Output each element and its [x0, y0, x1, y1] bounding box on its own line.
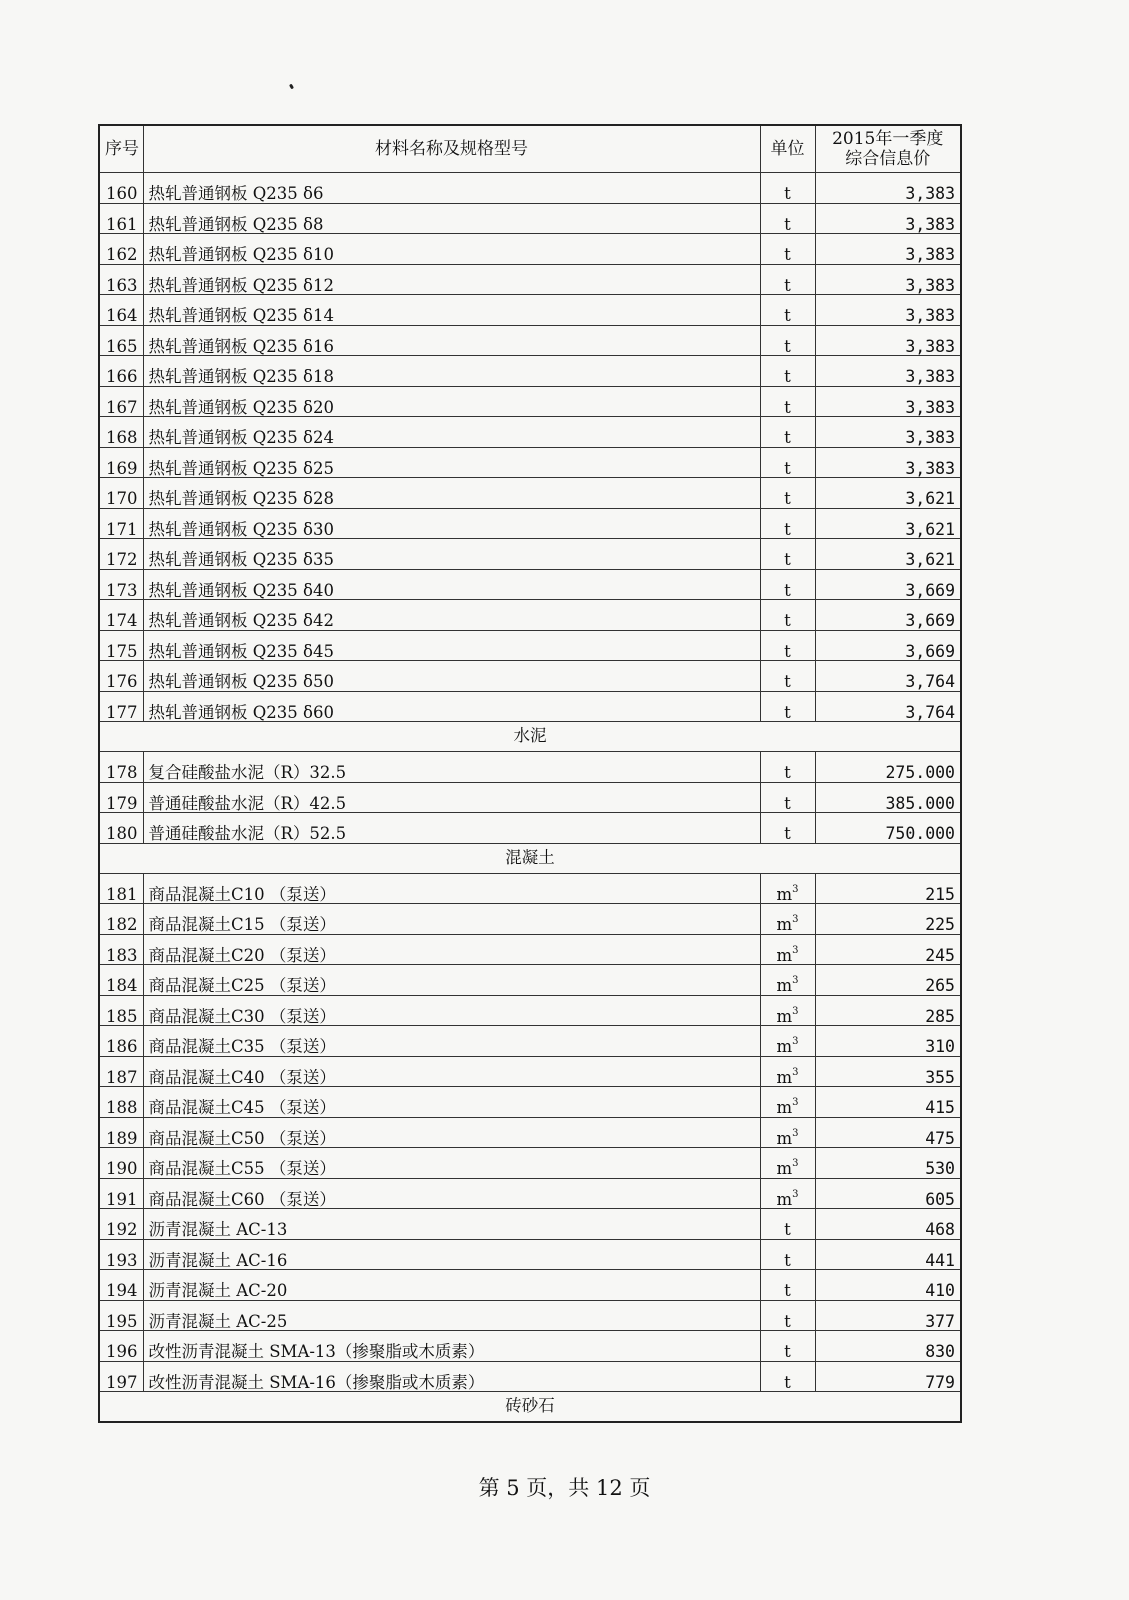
- row-name: 商品混凝土C40 （泵送）: [143, 1056, 760, 1087]
- row-unit: [760, 1026, 815, 1057]
- table-row: [99, 1209, 961, 1240]
- row-seq: 197: [99, 1361, 143, 1392]
- table-row: [99, 661, 961, 692]
- row-seq: 192: [99, 1209, 143, 1240]
- unit-text: t: [784, 793, 791, 813]
- table-row: [99, 782, 961, 813]
- row-price: 441: [815, 1239, 961, 1270]
- row-unit: [760, 1178, 815, 1209]
- row-name: 商品混凝土C15 （泵送）: [143, 904, 760, 935]
- unit-text: t: [784, 184, 791, 203]
- table-row: [99, 1300, 961, 1331]
- row-name: 热轧普通钢板 Q235 δ50: [143, 661, 760, 692]
- section-title: 水泥: [99, 722, 961, 752]
- unit-text: m: [776, 976, 793, 995]
- row-seq: 185: [99, 995, 143, 1026]
- row-price: 310: [815, 1026, 961, 1057]
- row-price: 468: [815, 1209, 961, 1240]
- unit-text: t: [784, 1220, 791, 1239]
- unit-text: t: [784, 245, 791, 264]
- row-seq: 168: [99, 417, 143, 448]
- row-seq: 190: [99, 1148, 143, 1179]
- row-price: 3,621: [815, 508, 961, 539]
- row-name: 沥青混凝土 AC-13: [143, 1209, 760, 1240]
- section-row: [99, 1392, 961, 1423]
- row-seq: 189: [99, 1117, 143, 1148]
- row-name: 热轧普通钢板 Q235 δ6: [143, 173, 760, 204]
- row-price: 245: [815, 934, 961, 965]
- row-name: 热轧普通钢板 Q235 δ42: [143, 600, 760, 631]
- row-unit: [760, 508, 815, 539]
- row-name: 商品混凝土C10 （泵送）: [143, 873, 760, 904]
- table-row: [99, 173, 961, 204]
- row-seq: 176: [99, 661, 143, 692]
- row-unit: [760, 1056, 815, 1087]
- row-price: 3,383: [815, 234, 961, 265]
- section-title: 砖砂石: [99, 1392, 961, 1423]
- row-name: 热轧普通钢板 Q235 δ25: [143, 447, 760, 478]
- unit-superscript: 3: [792, 1188, 799, 1200]
- row-unit: [760, 630, 815, 661]
- row-price: 750.000: [815, 813, 961, 844]
- row-unit: [760, 1239, 815, 1270]
- row-name: 热轧普通钢板 Q235 δ10: [143, 234, 760, 265]
- unit-text: t: [784, 580, 791, 600]
- row-price: 3,621: [815, 539, 961, 570]
- row-price: 3,383: [815, 417, 961, 448]
- row-unit: [760, 447, 815, 478]
- row-unit: [760, 934, 815, 965]
- unit-text: m: [776, 915, 793, 934]
- row-unit: [760, 1300, 815, 1331]
- unit-text: t: [784, 1342, 791, 1361]
- row-price: 355: [815, 1056, 961, 1087]
- table-row: [99, 1148, 961, 1179]
- price-table: [98, 124, 962, 1423]
- table-row: [99, 1331, 961, 1362]
- row-price: 3,764: [815, 661, 961, 692]
- row-unit: [760, 661, 815, 692]
- unit-text: m: [776, 884, 793, 904]
- row-name: 商品混凝土C20 （泵送）: [143, 934, 760, 965]
- row-price: 830: [815, 1331, 961, 1362]
- table-row: [99, 600, 961, 631]
- unit-text: t: [784, 519, 791, 539]
- unit-text: t: [784, 367, 791, 386]
- row-unit: [760, 691, 815, 722]
- unit-text: t: [784, 458, 791, 478]
- table-row: [99, 569, 961, 600]
- row-unit: [760, 873, 815, 904]
- unit-text: t: [784, 1250, 791, 1270]
- row-unit: [760, 386, 815, 417]
- table-row: [99, 965, 961, 996]
- row-name: 热轧普通钢板 Q235 δ16: [143, 325, 760, 356]
- row-unit: [760, 995, 815, 1026]
- row-price: 275.000: [815, 752, 961, 783]
- row-seq: 160: [99, 173, 143, 204]
- row-seq: 193: [99, 1239, 143, 1270]
- table-row: [99, 995, 961, 1026]
- row-unit: [760, 752, 815, 783]
- row-price: 3,383: [815, 264, 961, 295]
- row-price: 779: [815, 1361, 961, 1392]
- section-row: [99, 843, 961, 873]
- table-row: [99, 478, 961, 509]
- unit-superscript: 3: [792, 914, 799, 925]
- unit-text: t: [784, 1311, 791, 1331]
- header-price: [815, 125, 961, 173]
- row-seq: 188: [99, 1087, 143, 1118]
- section-title: 混凝土: [99, 843, 961, 873]
- row-unit: [760, 325, 815, 356]
- table-row: [99, 1239, 961, 1270]
- row-unit: [760, 904, 815, 935]
- header-row: [99, 125, 961, 173]
- row-seq: 186: [99, 1026, 143, 1057]
- row-name: 商品混凝土C45 （泵送）: [143, 1087, 760, 1118]
- unit-text: t: [784, 306, 791, 325]
- table-row: [99, 356, 961, 387]
- scan-speck: [289, 84, 294, 90]
- header-price-line2: 综合信息价: [845, 149, 931, 169]
- row-seq: 175: [99, 630, 143, 661]
- row-name: 热轧普通钢板 Q235 δ14: [143, 295, 760, 326]
- unit-superscript: 3: [792, 1097, 799, 1108]
- unit-text: t: [784, 672, 791, 691]
- row-price: 3,383: [815, 447, 961, 478]
- unit-text: t: [784, 489, 791, 508]
- row-name: 商品混凝土C30 （泵送）: [143, 995, 760, 1026]
- row-unit: [760, 1270, 815, 1301]
- unit-text: t: [784, 1281, 791, 1300]
- row-seq: 184: [99, 965, 143, 996]
- table-row: [99, 203, 961, 234]
- unit-text: m: [776, 945, 793, 965]
- row-seq: 165: [99, 325, 143, 356]
- table-row: [99, 325, 961, 356]
- row-name: 热轧普通钢板 Q235 δ18: [143, 356, 760, 387]
- row-name: 改性沥青混凝土 SMA-16（掺聚脂或木质素）: [143, 1361, 760, 1392]
- row-seq: 166: [99, 356, 143, 387]
- row-seq: 170: [99, 478, 143, 509]
- table-row: [99, 539, 961, 570]
- row-price: 415: [815, 1087, 961, 1118]
- table-row: [99, 1117, 961, 1148]
- unit-text: t: [784, 550, 791, 569]
- unit-text: t: [784, 641, 791, 661]
- row-seq: 163: [99, 264, 143, 295]
- table-row: [99, 813, 961, 844]
- table-row: [99, 1056, 961, 1087]
- row-seq: 162: [99, 234, 143, 265]
- row-name: 普通硅酸盐水泥（R）52.5: [143, 813, 760, 844]
- table-row: [99, 1087, 961, 1118]
- row-price: 530: [815, 1148, 961, 1179]
- row-price: 3,669: [815, 600, 961, 631]
- row-unit: [760, 539, 815, 570]
- row-price: 3,383: [815, 295, 961, 326]
- table-row: [99, 417, 961, 448]
- table-row: [99, 1270, 961, 1301]
- row-price: 225: [815, 904, 961, 935]
- table-row: [99, 752, 961, 783]
- unit-text: t: [784, 336, 791, 356]
- row-seq: 183: [99, 934, 143, 965]
- table-row: [99, 934, 961, 965]
- unit-text: t: [784, 275, 791, 295]
- row-price: 3,669: [815, 569, 961, 600]
- row-unit: [760, 203, 815, 234]
- unit-text: t: [784, 397, 791, 417]
- row-seq: 179: [99, 782, 143, 813]
- header-seq: 序号: [99, 125, 143, 173]
- row-name: 热轧普通钢板 Q235 δ45: [143, 630, 760, 661]
- unit-text: t: [784, 702, 791, 722]
- row-price: 385.000: [815, 782, 961, 813]
- unit-text: m: [776, 1128, 793, 1148]
- row-seq: 173: [99, 569, 143, 600]
- row-seq: 161: [99, 203, 143, 234]
- table-row: [99, 1026, 961, 1057]
- row-name: 沥青混凝土 AC-20: [143, 1270, 760, 1301]
- table-row: [99, 873, 961, 904]
- unit-text: t: [784, 824, 791, 843]
- row-name: 热轧普通钢板 Q235 δ30: [143, 508, 760, 539]
- row-name: 沥青混凝土 AC-25: [143, 1300, 760, 1331]
- unit-text: t: [784, 611, 791, 630]
- header-unit: 单位: [760, 125, 815, 173]
- unit-text: t: [784, 428, 791, 447]
- row-name: 热轧普通钢板 Q235 δ35: [143, 539, 760, 570]
- unit-text: m: [776, 1159, 793, 1178]
- row-price: 475: [815, 1117, 961, 1148]
- row-seq: 195: [99, 1300, 143, 1331]
- unit-superscript: 3: [792, 1005, 799, 1017]
- row-unit: [760, 1148, 815, 1179]
- row-name: 商品混凝土C50 （泵送）: [143, 1117, 760, 1148]
- row-unit: [760, 173, 815, 204]
- row-unit: [760, 1361, 815, 1392]
- table-row: [99, 447, 961, 478]
- row-price: 605: [815, 1178, 961, 1209]
- table-row: [99, 264, 961, 295]
- unit-text: m: [776, 1098, 793, 1117]
- table-row: [99, 1361, 961, 1392]
- row-seq: 164: [99, 295, 143, 326]
- table-row: [99, 234, 961, 265]
- unit-superscript: 3: [792, 944, 799, 956]
- page-footer: 第 5 页，共 12 页: [478, 1476, 651, 1500]
- row-seq: 178: [99, 752, 143, 783]
- row-name: 普通硅酸盐水泥（R）42.5: [143, 782, 760, 813]
- row-price: 3,383: [815, 325, 961, 356]
- unit-superscript: 3: [792, 1127, 799, 1139]
- row-unit: [760, 569, 815, 600]
- row-name: 热轧普通钢板 Q235 δ20: [143, 386, 760, 417]
- row-seq: 169: [99, 447, 143, 478]
- unit-superscript: 3: [792, 1158, 799, 1169]
- row-price: 410: [815, 1270, 961, 1301]
- row-name: 复合硅酸盐水泥（R）32.5: [143, 752, 760, 783]
- row-name: 沥青混凝土 AC-16: [143, 1239, 760, 1270]
- row-unit: [760, 600, 815, 631]
- table-row: [99, 630, 961, 661]
- row-price: 377: [815, 1300, 961, 1331]
- row-price: 3,383: [815, 386, 961, 417]
- unit-superscript: 3: [792, 1036, 799, 1047]
- row-seq: 172: [99, 539, 143, 570]
- row-unit: [760, 1087, 815, 1118]
- row-seq: 171: [99, 508, 143, 539]
- row-unit: [760, 234, 815, 265]
- row-seq: 196: [99, 1331, 143, 1362]
- row-seq: 177: [99, 691, 143, 722]
- row-name: 热轧普通钢板 Q235 δ40: [143, 569, 760, 600]
- unit-superscript: 3: [792, 883, 799, 895]
- row-name: 商品混凝土C25 （泵送）: [143, 965, 760, 996]
- row-seq: 182: [99, 904, 143, 935]
- table-row: [99, 691, 961, 722]
- table-row: [99, 904, 961, 935]
- row-name: 热轧普通钢板 Q235 δ60: [143, 691, 760, 722]
- unit-text: t: [784, 763, 791, 782]
- row-unit: [760, 417, 815, 448]
- row-unit: [760, 264, 815, 295]
- table-row: [99, 1178, 961, 1209]
- row-price: 3,621: [815, 478, 961, 509]
- row-seq: 187: [99, 1056, 143, 1087]
- row-price: 3,383: [815, 173, 961, 204]
- table-row: [99, 508, 961, 539]
- unit-text: m: [776, 1006, 793, 1026]
- row-unit: [760, 1209, 815, 1240]
- row-name: 商品混凝土C35 （泵送）: [143, 1026, 760, 1057]
- unit-text: t: [784, 1372, 791, 1392]
- row-unit: [760, 782, 815, 813]
- row-unit: [760, 965, 815, 996]
- row-name: 热轧普通钢板 Q235 δ8: [143, 203, 760, 234]
- row-seq: 174: [99, 600, 143, 631]
- header-price-line1: 2015年一季度: [832, 128, 944, 149]
- row-price: 215: [815, 873, 961, 904]
- row-unit: [760, 1331, 815, 1362]
- row-seq: 194: [99, 1270, 143, 1301]
- unit-text: m: [776, 1189, 793, 1209]
- unit-superscript: 3: [792, 1066, 799, 1078]
- row-price: 3,383: [815, 356, 961, 387]
- unit-text: m: [776, 1037, 793, 1056]
- row-price: 3,669: [815, 630, 961, 661]
- row-name: 热轧普通钢板 Q235 δ28: [143, 478, 760, 509]
- row-name: 改性沥青混凝土 SMA-13（掺聚脂或木质素）: [143, 1331, 760, 1362]
- row-seq: 167: [99, 386, 143, 417]
- row-seq: 191: [99, 1178, 143, 1209]
- row-unit: [760, 295, 815, 326]
- row-price: 285: [815, 995, 961, 1026]
- row-price: 3,383: [815, 203, 961, 234]
- row-unit: [760, 1117, 815, 1148]
- row-seq: 181: [99, 873, 143, 904]
- section-row: [99, 722, 961, 752]
- row-price: 3,764: [815, 691, 961, 722]
- table-row: [99, 295, 961, 326]
- header-name: 材料名称及规格型号: [143, 125, 760, 173]
- row-name: 商品混凝土C60 （泵送）: [143, 1178, 760, 1209]
- row-unit: [760, 813, 815, 844]
- row-seq: 180: [99, 813, 143, 844]
- row-unit: [760, 478, 815, 509]
- unit-text: t: [784, 214, 791, 234]
- row-name: 商品混凝土C55 （泵送）: [143, 1148, 760, 1179]
- row-price: 265: [815, 965, 961, 996]
- row-name: 热轧普通钢板 Q235 δ12: [143, 264, 760, 295]
- table-body: [99, 173, 961, 1423]
- row-unit: [760, 356, 815, 387]
- row-name: 热轧普通钢板 Q235 δ24: [143, 417, 760, 448]
- unit-superscript: 3: [792, 975, 799, 986]
- unit-text: m: [776, 1067, 793, 1087]
- table-row: [99, 386, 961, 417]
